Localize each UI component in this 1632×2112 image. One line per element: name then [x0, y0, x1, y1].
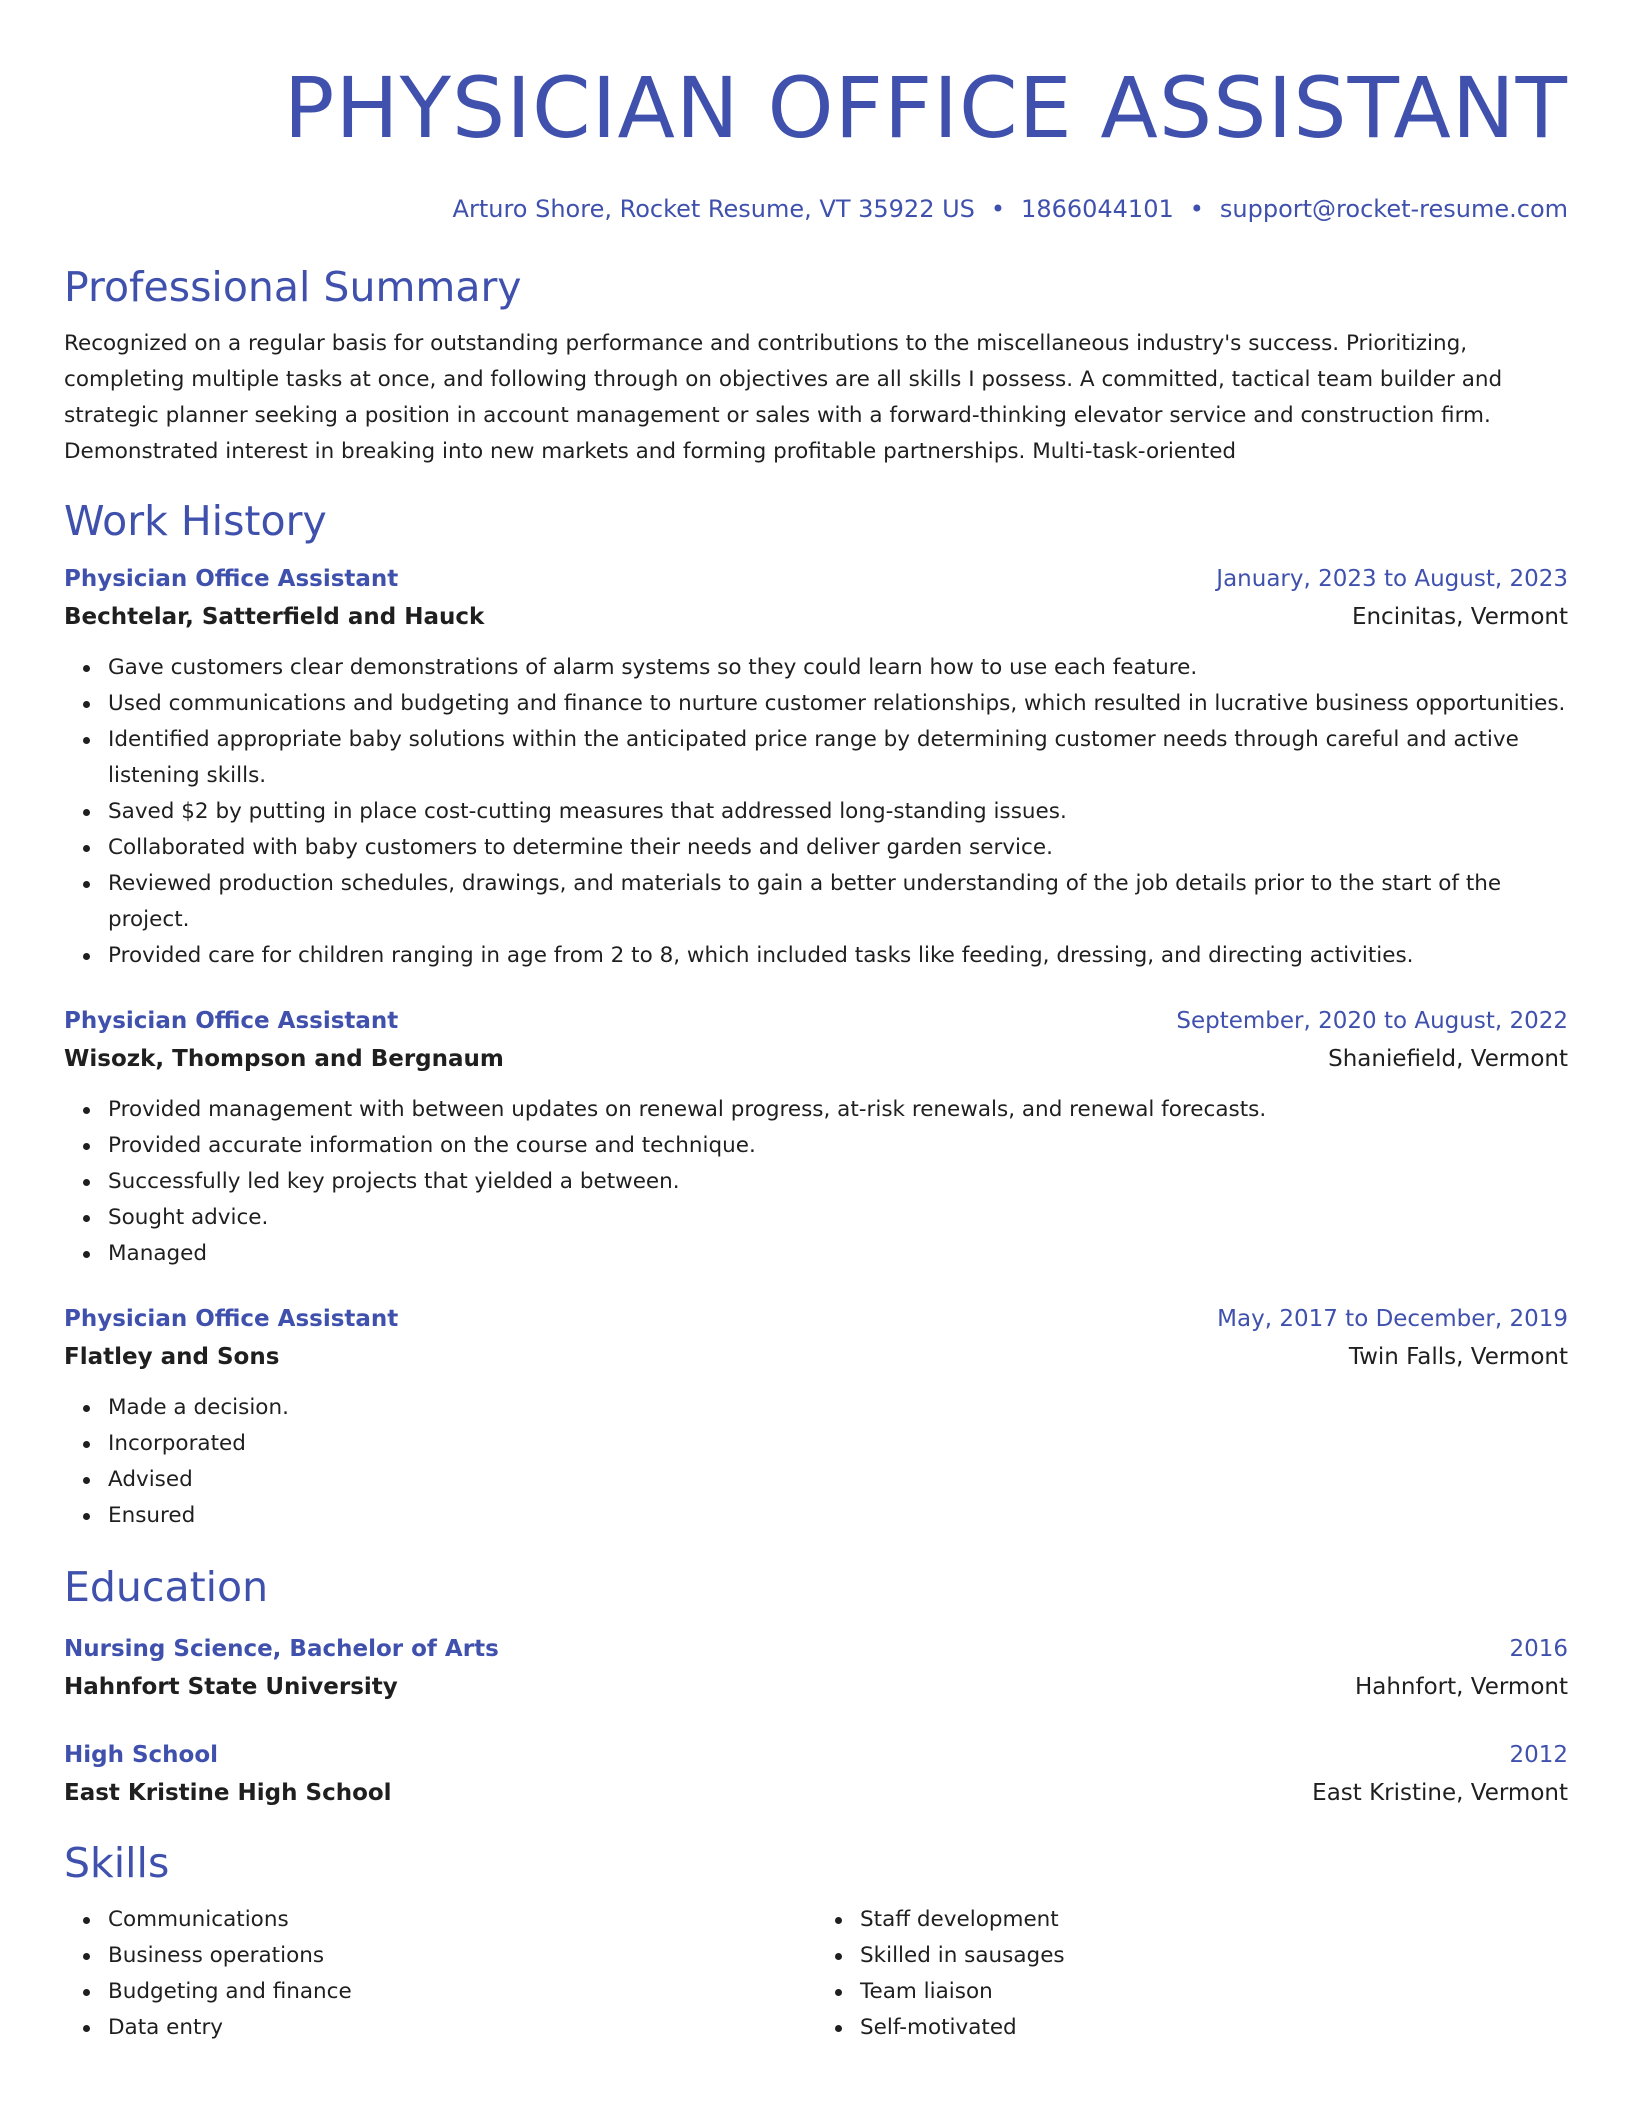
- bullet-item: Sought advice.: [108, 1200, 1568, 1236]
- education-degree: High School: [64, 1742, 219, 1768]
- contact-separator: •: [990, 195, 1006, 223]
- summary-heading: Professional Summary: [64, 263, 522, 311]
- skill-item: Self-motivated: [860, 2010, 1568, 2046]
- work-entry: [64, 1002, 1568, 1272]
- bullet-item: Advised: [108, 1462, 1568, 1498]
- job-location: Encinitas, Vermont: [1351, 604, 1568, 630]
- bullet-item: Made a decision.: [108, 1390, 1568, 1426]
- contact-line: [64, 194, 1568, 224]
- bullet-item: Ensured: [108, 1498, 1568, 1534]
- bullet-item: Managed: [108, 1236, 1568, 1272]
- summary-text: Recognized on a regular basis for outstanding performance and contributions to the miscellaneous industry's success. Prioritizing, completing multiple tasks at once, and following through on objectives are all skills I possess. A committed, tactical team builder and strategic planner seeking a position in account management or sales with a forward-thinking elevator service and construction firm. Demonstrated interest in breaking into new markets and forming profitable partnerships. Multi-task-oriented: [64, 331, 1503, 464]
- skill-item: Team liaison: [860, 1974, 1568, 2010]
- bullet-item: Reviewed production schedules, drawings, and materials to gain a better understanding of the job details prior to the start of the project.: [108, 866, 1568, 938]
- bullet-item: Provided care for children ranging in age from 2 to 8, which included tasks like feeding, dressing, and directing activities.: [108, 938, 1568, 974]
- contact-separator: •: [1189, 195, 1204, 223]
- job-dates: January, 2023 to August, 2023: [1216, 566, 1568, 592]
- work-entry: [64, 1300, 1568, 1534]
- education-location: Hahnfort, Vermont: [1354, 1674, 1568, 1700]
- skills-list: [64, 1902, 1568, 2046]
- skill-item: Data entry: [108, 2010, 816, 2046]
- skill-item: Communications: [108, 1902, 816, 1938]
- bullet-item: Provided accurate information on the course and technique.: [108, 1128, 1568, 1164]
- education-location: East Kristine, Vermont: [1312, 1780, 1568, 1806]
- contact-address: Arturo Shore, Rocket Resume, VT 35922 US: [452, 195, 975, 223]
- candidate-title: PHYSICIAN OFFICE ASSISTANT: [283, 59, 1568, 157]
- job-company: Flatley and Sons: [64, 1344, 280, 1370]
- skill-item: Staff development: [860, 1902, 1568, 1938]
- resume-header: [64, 56, 1568, 224]
- job-role: Physician Office Assistant: [64, 566, 399, 592]
- bullet-item: Gave customers clear demonstrations of alarm systems so they could learn how to use each feature.: [108, 650, 1568, 686]
- education-school: Hahnfort State University: [64, 1674, 398, 1700]
- job-role: Physician Office Assistant: [64, 1306, 399, 1332]
- education-degree: Nursing Science, Bachelor of Arts: [64, 1636, 499, 1662]
- contact-phone: 1866044101: [1021, 195, 1174, 223]
- job-bullets: [64, 650, 1568, 974]
- job-bullets: [64, 1092, 1568, 1272]
- bullet-item: Identified appropriate baby solutions within the anticipated price range by determining customer needs through careful and active listening skills.: [108, 722, 1568, 794]
- skill-item: Budgeting and finance: [108, 1974, 816, 2010]
- bullet-item: Collaborated with baby customers to determine their needs and deliver garden service.: [108, 830, 1568, 866]
- bullet-item: Successfully led key projects that yielded a between.: [108, 1164, 1568, 1200]
- education-school: East Kristine High School: [64, 1780, 392, 1806]
- bullet-item: Provided management with between updates on renewal progress, at-risk renewals, and renewal forecasts.: [108, 1092, 1568, 1128]
- bullet-item: Saved $2 by putting in place cost-cutting measures that addressed long-standing issues.: [108, 794, 1568, 830]
- job-location: Shaniefield, Vermont: [1328, 1046, 1568, 1072]
- education-entry: [64, 1630, 1568, 1706]
- job-role: Physician Office Assistant: [64, 1008, 399, 1034]
- contact-email: support@rocket-resume.com: [1219, 195, 1568, 223]
- job-company: Bechtelar, Satterfield and Hauck: [64, 604, 485, 630]
- bullet-item: Used communications and budgeting and finance to nurture customer relationships, which resulted in lucrative business opportunities.: [108, 686, 1568, 722]
- skills-column-left: [64, 1902, 816, 2046]
- skills-column-right: [816, 1902, 1568, 2046]
- education-year: 2016: [1509, 1636, 1568, 1662]
- skills-heading: Skills: [64, 1839, 170, 1887]
- education-entry: [64, 1736, 1568, 1812]
- education-heading: Education: [64, 1563, 269, 1611]
- job-dates: September, 2020 to August, 2022: [1176, 1008, 1568, 1034]
- work-history-heading: Work History: [64, 497, 327, 545]
- work-entry: [64, 560, 1568, 974]
- skill-item: Business operations: [108, 1938, 816, 1974]
- job-location: Twin Falls, Vermont: [1348, 1344, 1568, 1370]
- education-year: 2012: [1509, 1742, 1568, 1768]
- bullet-item: Incorporated: [108, 1426, 1568, 1462]
- skill-item: Skilled in sausages: [860, 1938, 1568, 1974]
- job-dates: May, 2017 to December, 2019: [1217, 1306, 1568, 1332]
- job-company: Wisozk, Thompson and Bergnaum: [64, 1046, 504, 1072]
- job-bullets: [64, 1390, 1568, 1534]
